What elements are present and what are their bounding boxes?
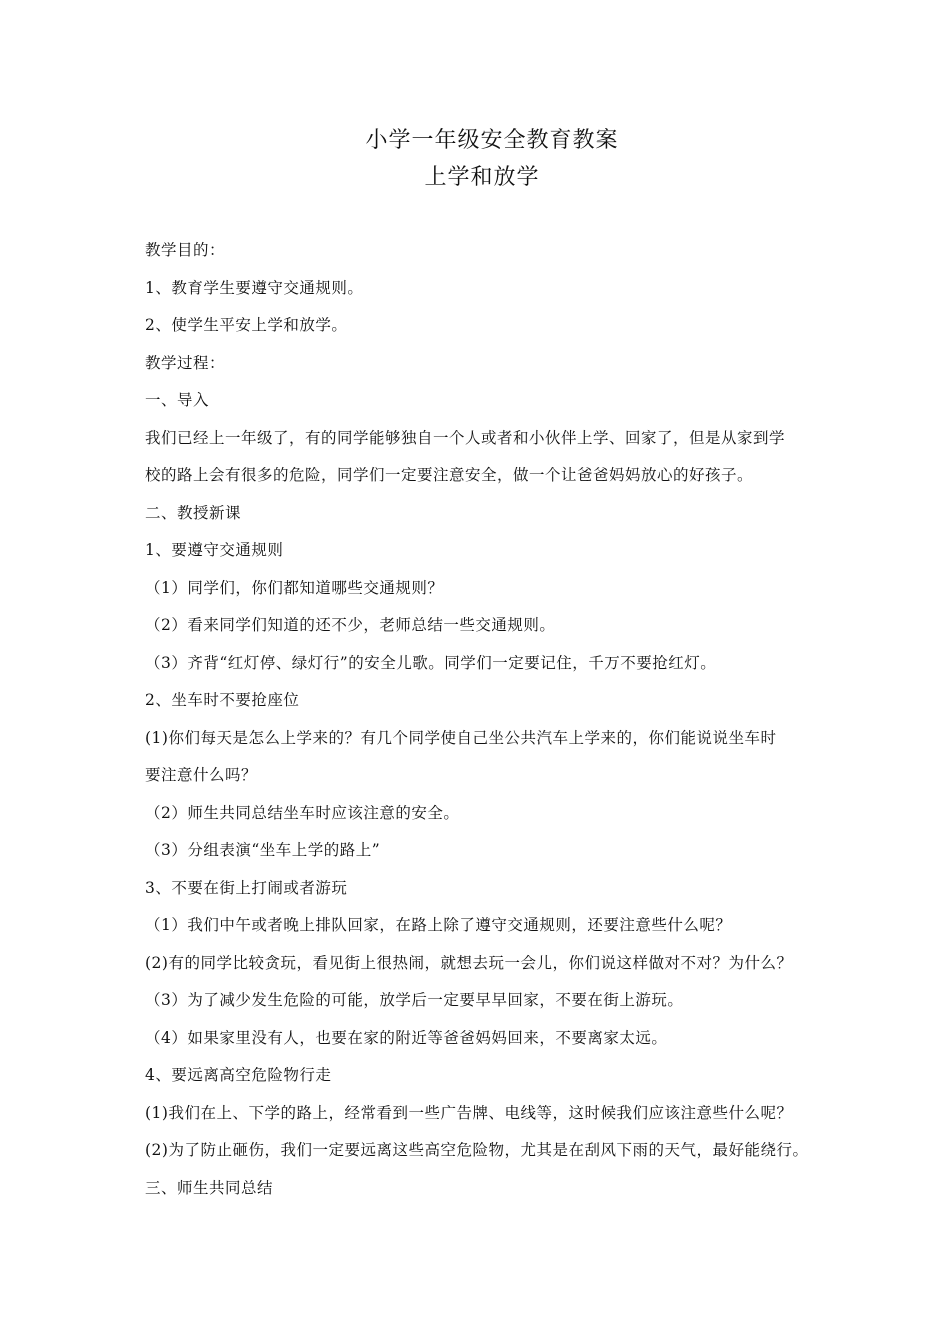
paragraph-line: 校的路上会有很多的危险，同学们一定要注意安全，做一个让爸爸妈妈放心的好孩子。: [145, 466, 754, 484]
document-subtitle: 上学和放学: [424, 165, 540, 190]
document-title: 小学一年级安全教育教案: [365, 128, 619, 153]
list-item: （3）为了减少发生危险的可能，放学后一定要早早回家，不要在街上游玩。: [145, 991, 684, 1009]
list-item: （2）看来同学们知道的还不少，老师总结一些交通规则。: [145, 616, 556, 634]
list-item-continuation: 要注意什么吗？: [145, 766, 258, 784]
part-heading: 二、教授新课: [145, 503, 242, 522]
section-heading-objectives: 教学目的：: [145, 241, 226, 259]
list-item: (2)有的同学比较贪玩，看见街上很热闹，就想去玩一会儿，你们说这样做对不对？为什么？: [145, 953, 793, 972]
subsection-heading: 4、要远离高空危险物行走: [145, 1066, 332, 1084]
list-item: （2）师生共同总结坐车时应该注意的安全。: [145, 803, 460, 822]
list-item: （4）如果家里没有人，也要在家的附近等爸爸妈妈回来，不要离家太远。: [145, 1028, 668, 1047]
list-item: (1)我们在上、下学的路上，经常看到一些广告牌、电线等，这时候我们应该注意些什么呢？: [145, 1103, 793, 1122]
paragraph-line: 我们已经上一年级了，有的同学能够独自一个人或者和小伙伴上学、回家了，但是从家到学: [145, 428, 786, 447]
list-item: （3）齐背“红灯停、绿灯行”的安全儿歌。同学们一定要记住，千万不要抢红灯。: [145, 653, 717, 672]
subsection-heading: 3、不要在街上打闹或者游玩: [145, 878, 348, 897]
part-heading: 三、师生共同总结: [145, 1178, 274, 1197]
list-item: （3）分组表演“坐车上学的路上”: [145, 841, 381, 859]
list-item: (1)你们每天是怎么上学来的？有几个同学使自己坐公共汽车上学来的，你们能说说坐车时: [145, 728, 777, 747]
section-heading-process: 教学过程：: [145, 353, 226, 372]
list-item: （1）我们中午或者晚上排队回家，在路上除了遵守交通规则，还要注意些什么呢？: [145, 916, 732, 934]
subsection-heading: 1、要遵守交通规则: [145, 541, 284, 559]
list-item: (2)为了防止砸伤，我们一定要远离这些高空危险物，尤其是在刮风下雨的天气，最好能绕行。: [145, 1141, 809, 1159]
objective-item: 2、使学生平安上学和放学。: [145, 316, 348, 334]
list-item: （1）同学们，你们都知道哪些交通规则？: [145, 578, 444, 597]
document-body: [145, 232, 825, 1207]
subsection-heading: 2、坐车时不要抢座位: [145, 691, 300, 709]
objective-item: 1、教育学生要遵守交通规则。: [145, 278, 364, 297]
part-heading: 一、导入: [145, 391, 210, 409]
